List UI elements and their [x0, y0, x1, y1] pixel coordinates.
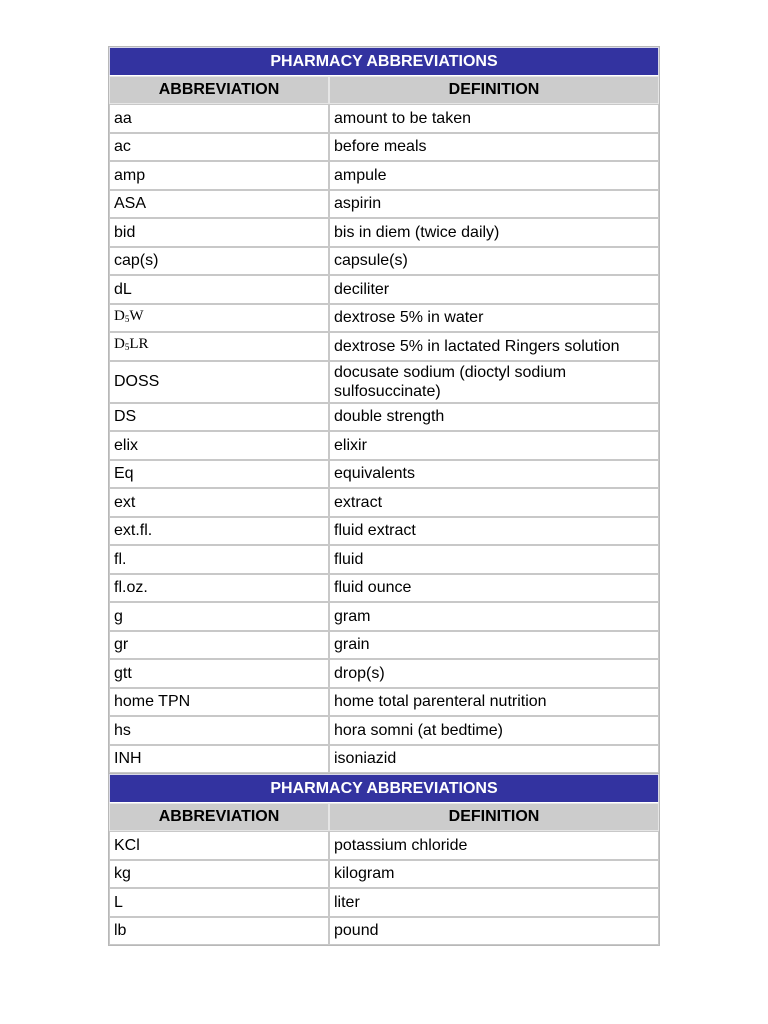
abbreviation-cell: dL [109, 275, 329, 304]
definition-cell: elixir [329, 431, 659, 460]
table-row [109, 460, 659, 489]
definition-cell: fluid extract [329, 517, 659, 546]
abbreviation-cell: KCl [109, 831, 329, 860]
table-row [109, 247, 659, 276]
definition-cell: drop(s) [329, 659, 659, 688]
abbreviation-cell: gtt [109, 659, 329, 688]
table-row [109, 917, 659, 946]
abbreviation-cell: INH [109, 745, 329, 774]
table-row [109, 161, 659, 190]
abbreviation-cell: cap(s) [109, 247, 329, 276]
definition-cell: kilogram [329, 860, 659, 889]
definition-cell: ampule [329, 161, 659, 190]
abbreviation-cell: ext [109, 488, 329, 517]
table-title: PHARMACY ABBREVIATIONS [109, 774, 659, 803]
abbreviation-cell: ext.fl. [109, 517, 329, 546]
table-row [109, 716, 659, 745]
table-title-row [109, 774, 659, 803]
definition-cell: home total parenteral nutrition [329, 688, 659, 717]
definition-cell: equivalents [329, 460, 659, 489]
definition-cell: dextrose 5% in lactated Ringers solution [329, 332, 659, 361]
abbreviation-cell: ASA [109, 190, 329, 219]
abbreviation-cell: fl. [109, 545, 329, 574]
abbreviations-document [108, 46, 660, 946]
abbreviation-cell: amp [109, 161, 329, 190]
table-row [109, 860, 659, 889]
abbreviation-cell: elix [109, 431, 329, 460]
abbreviation-cell: lb [109, 917, 329, 946]
abbreviation-cell: home TPN [109, 688, 329, 717]
table-row [109, 332, 659, 361]
abbreviation-cell: ac [109, 133, 329, 162]
abbreviation-subscript: 5 [124, 313, 130, 324]
abbreviation-cell: hs [109, 716, 329, 745]
definition-cell: amount to be taken [329, 104, 659, 133]
abbreviation-cell [109, 332, 329, 361]
abbreviation-cell: kg [109, 860, 329, 889]
definition-cell: before meals [329, 133, 659, 162]
table-row [109, 659, 659, 688]
table-row [109, 545, 659, 574]
table-row [109, 745, 659, 774]
table-row [109, 831, 659, 860]
table-row [109, 517, 659, 546]
definition-cell: liter [329, 888, 659, 917]
column-header-definition: DEFINITION [329, 803, 659, 831]
table-row [109, 304, 659, 333]
definition-cell: double strength [329, 403, 659, 432]
table-row [109, 104, 659, 133]
abbreviation-cell: bid [109, 218, 329, 247]
abbreviation-cell: DS [109, 403, 329, 432]
abbreviation-main: D [114, 307, 125, 324]
table-row [109, 190, 659, 219]
column-header-abbreviation: ABBREVIATION [109, 803, 329, 831]
definition-cell: gram [329, 602, 659, 631]
definition-cell: aspirin [329, 190, 659, 219]
table-row [109, 133, 659, 162]
definition-cell: deciliter [329, 275, 659, 304]
definition-cell: capsule(s) [329, 247, 659, 276]
abbreviation-subscript: 5 [124, 342, 130, 353]
definition-cell: fluid [329, 545, 659, 574]
definition-cell: fluid ounce [329, 574, 659, 603]
abbreviation-cell: aa [109, 104, 329, 133]
definition-cell: hora somni (at bedtime) [329, 716, 659, 745]
table-row [109, 488, 659, 517]
definition-cell: pound [329, 917, 659, 946]
abbreviation-suffix: LR [129, 336, 149, 353]
table-title: PHARMACY ABBREVIATIONS [109, 47, 659, 76]
table-row [109, 218, 659, 247]
abbreviations-table-1 [108, 46, 660, 774]
abbreviations-table-2 [108, 774, 660, 946]
definition-cell: grain [329, 631, 659, 660]
abbreviation-cell: L [109, 888, 329, 917]
abbreviation-cell: DOSS [109, 361, 329, 403]
table-row [109, 888, 659, 917]
definition-cell: extract [329, 488, 659, 517]
abbreviation-cell: gr [109, 631, 329, 660]
column-header-abbreviation: ABBREVIATION [109, 76, 329, 104]
abbreviation-cell: g [109, 602, 329, 631]
column-header-row [109, 76, 659, 104]
abbreviation-main: D [114, 336, 125, 353]
table-row [109, 602, 659, 631]
definition-cell: potassium chloride [329, 831, 659, 860]
column-header-definition: DEFINITION [329, 76, 659, 104]
abbreviation-cell: Eq [109, 460, 329, 489]
table-row [109, 574, 659, 603]
table-row [109, 688, 659, 717]
definition-cell: dextrose 5% in water [329, 304, 659, 333]
table-row [109, 275, 659, 304]
definition-cell: isoniazid [329, 745, 659, 774]
definition-cell: docusate sodium (dioctyl sodium sulfosuccinate) [329, 361, 659, 403]
table-title-row [109, 47, 659, 76]
table-row [109, 403, 659, 432]
column-header-row [109, 803, 659, 831]
table-row [109, 361, 659, 403]
abbreviation-cell: fl.oz. [109, 574, 329, 603]
table-row [109, 631, 659, 660]
abbreviation-cell [109, 304, 329, 333]
abbreviation-suffix: W [129, 307, 144, 324]
definition-cell: bis in diem (twice daily) [329, 218, 659, 247]
table-row [109, 431, 659, 460]
